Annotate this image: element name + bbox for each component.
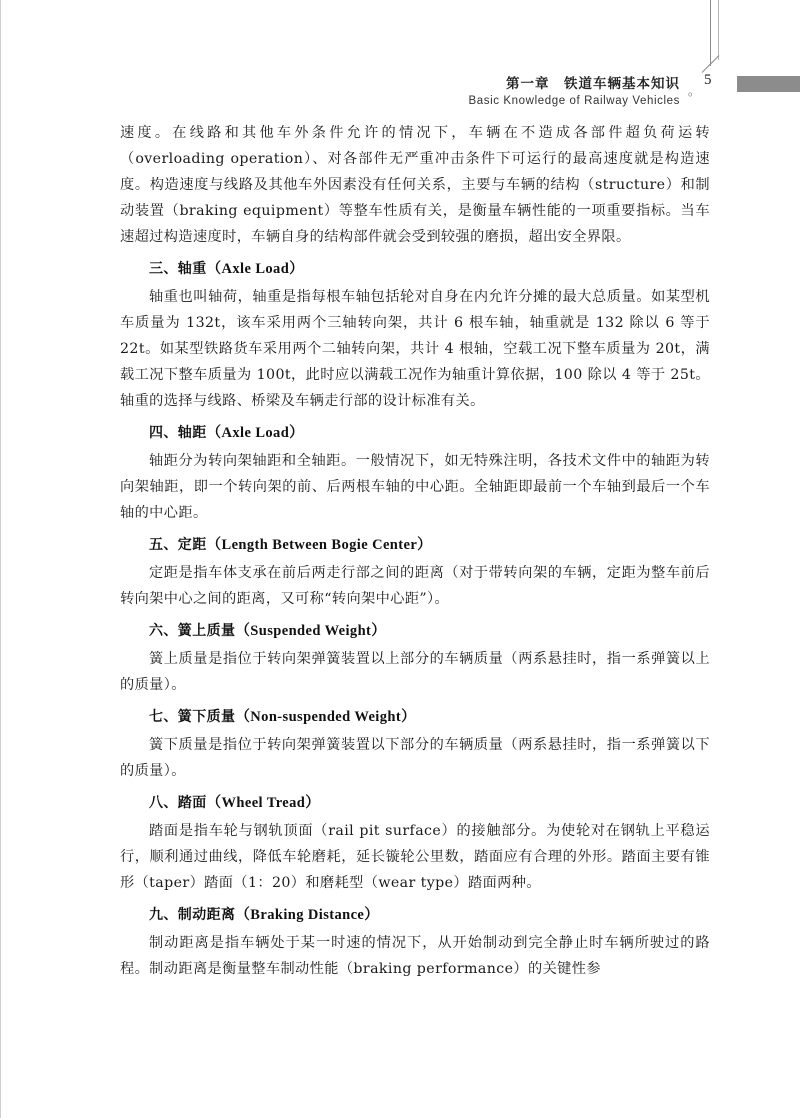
section-paragraph: 簧上质量是指位于转向架弹簧装置以上部分的车辆质量（两系悬挂时，指一系弹簧以上的质量）。: [120, 651, 710, 693]
section-heading-braking-distance: 九、制动距离（Braking Distance）: [149, 907, 380, 923]
chapter-title: 第一章 铁道车辆基本知识: [506, 76, 680, 92]
section-paragraph: 定距是指车体支承在前后两走行部之间的距离（对于带转向架的车辆，定距为整车前后转向架中心之间的距离，又可称“转向架中心距”）。: [120, 565, 710, 607]
running-header: [469, 72, 681, 107]
section-paragraph: 踏面是指车轮与钢轨顶面（rail pit surface）的接触部分。为使轮对在钢轨上平稳运行，顺利通过曲线，降低车轮磨耗，延长镟轮公里数，踏面应有合理的外形。踏面主要有锥形（taper）踏面（1：20）和磨耗型（wear type）踏面两种。: [120, 823, 710, 891]
header-decor-line-secondary: [718, 0, 719, 60]
intro-paragraph: 速度。在线路和其他车外条件允许的情况下，车辆在不造成各部件超负荷运转（overloading operation）、对各部件无严重冲击条件下可运行的最高速度就是构造速度。构造速度与线路及其他车外因素没有任何关系，主要与车辆的结构（structure）和制动装置（braking equipment）等整车性质有关，是衡量车辆性能的一项重要指标。当车速超过构造速度时，车辆自身的结构部件就会受到较强的磨损，超出安全界限。: [120, 125, 710, 245]
section-paragraph: 轴重也叫轴荷，轴重是指每根车轴包括轮对自身在内允许分摊的最大总质量。如某型机车质量为 132t，该车采用两个三轴转向架，共计 6 根车轴，轴重就是 132 除以 6 等于 22t。如某型铁路货车采用两个二轴转向架，共计 4 根轴，空载工况下整车质量为 20t，满载工况下整车质量为 100t，此时应以满载工况作为轴重计算依据，100 除以 4 等于 25t。轴重的选择与线路、桥梁及车辆走行部的设计标准有关。: [120, 289, 710, 409]
page-left-edge: [0, 0, 1, 1118]
chapter-tab-bar: [737, 76, 800, 92]
section-heading-wheelbase: 四、轴距（Axle Load）: [149, 425, 305, 441]
section-paragraph: 制动距离是指车辆处于某一时速的情况下，从开始制动到完全静止时车辆所驶过的路程。制动距离是衡量整车制动性能（braking performance）的关键性参: [120, 935, 710, 977]
section-paragraph: 簧下质量是指位于转向架弹簧装置以下部分的车辆质量（两系悬挂时，指一系弹簧以下的质量）。: [120, 737, 710, 779]
header-dot: 。: [688, 84, 701, 98]
page-number: 5: [704, 72, 712, 88]
section-heading-axle-load: 三、轴重（Axle Load）: [149, 261, 305, 277]
section-heading-suspended-weight: 六、簧上质量（Suspended Weight）: [149, 623, 387, 639]
chapter-subtitle: Basic Knowledge of Railway Vehicles: [468, 95, 680, 107]
section-heading-non-suspended-weight: 七、簧下质量（Non-suspended Weight）: [149, 709, 416, 725]
header-decor-line: [710, 0, 711, 66]
section-paragraph: 轴距分为转向架轴距和全轴距。一般情况下，如无特殊注明，各技术文件中的轴距为转向架轴距，即一个转向架的前、后两根车轴的中心距。全轴距即最前一个车轴到最后一个车轴的中心距。: [120, 453, 710, 521]
section-heading-wheel-tread: 八、踏面（Wheel Tread）: [149, 795, 321, 811]
page-body: [120, 120, 710, 982]
section-heading-bogie-center: 五、定距（Length Between Bogie Center）: [149, 537, 433, 553]
